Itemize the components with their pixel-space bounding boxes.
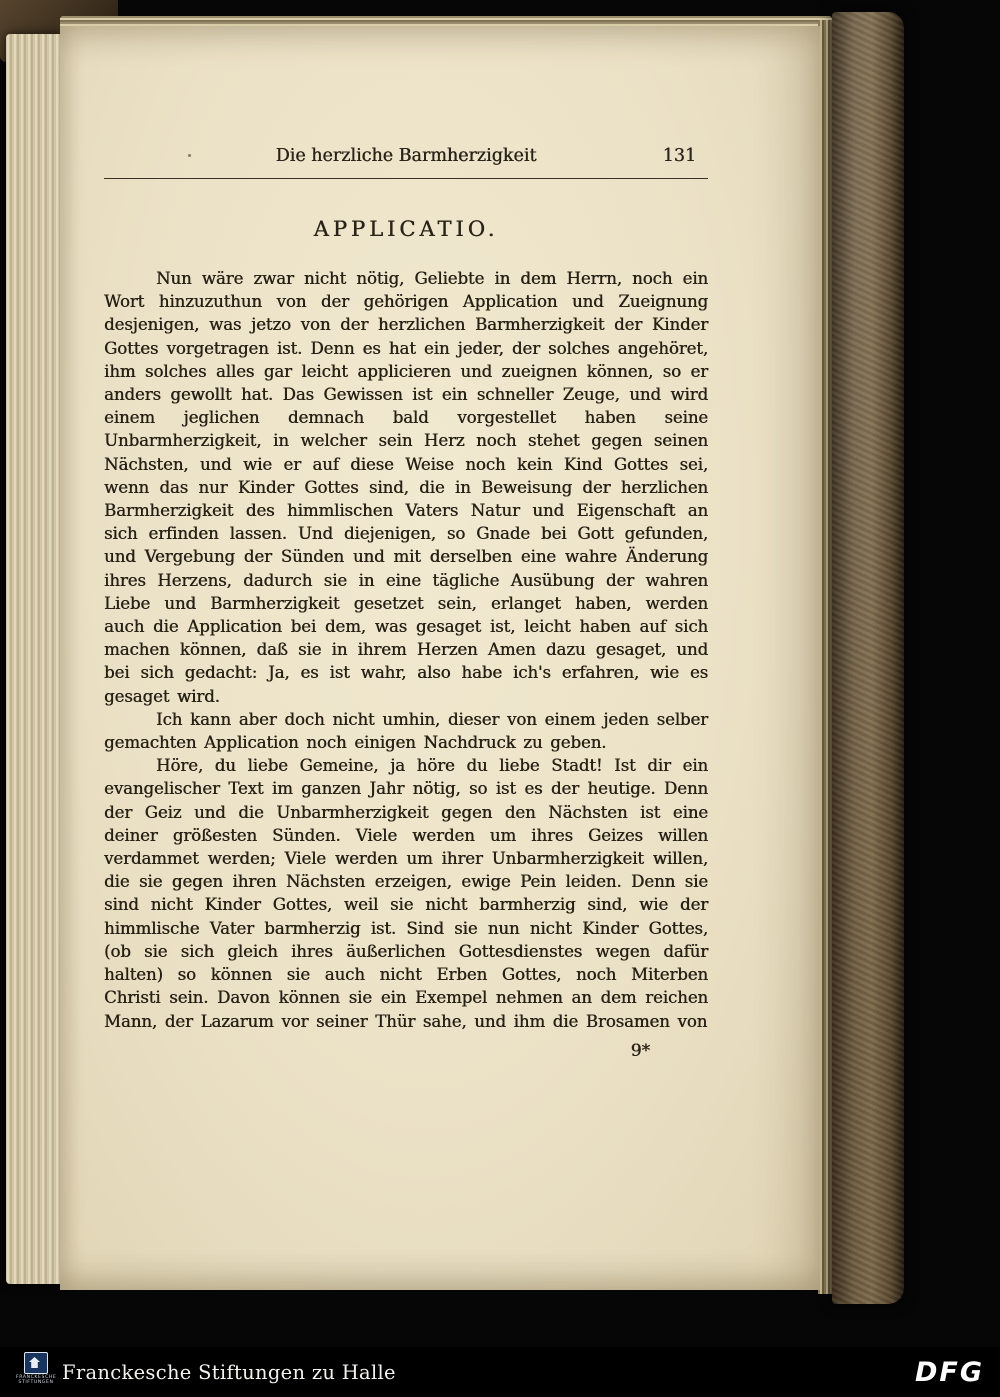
page-number: 131 <box>662 146 696 166</box>
body-paragraph: Höre, du liebe Gemeine, ja höre du liebe Stadt! Ist dir ein evangelischer Text im ganzen Jahr nötig, so ist es der heutige. Denn der Geiz und die Unbarmherzigkeit gegen den Nächsten ist eine deiner größesten Sünden. Viele werden um ihres Geizes willen verdammet werden; Viele werden um ihrer Unbarmherzigkeit willen, die sie gegen ihren Nächsten erzeigen, ewige Pein leiden. Denn sie sind nicht Kinder Gottes, weil sie nicht barmherzig sind, wie der himmlische Vater barmherzig ist. Sind sie nun nicht Kinder Gottes, (ob sie sich gleich ihres äußerlichen Gottesdienstes wegen dafür halten) so können sie auch nicht Erben Gottes, noch Miterben Christi sein. Davon können sie ein Exempel nehmen an dem reichen Mann, der Lazarum vor seiner Thür sahe, und ihm die Brosamen von <box>104 756 708 1031</box>
franckesche-stiftungen-logo <box>16 1350 56 1394</box>
franckesche-stiftungen-emblem-icon <box>24 1352 48 1374</box>
page-edges-left <box>6 34 62 1284</box>
running-header-title: Die herzliche Barmherzigkeit <box>275 146 537 166</box>
text-block <box>104 26 708 1061</box>
dfg-logo: DFG <box>914 1356 984 1388</box>
body-paragraph: Nun wäre zwar nicht nötig, Geliebte in dem Herrn, noch ein Wort hinzuzuthun von der gehörigen Application und Zueignung desjenigen, was jetzo von der herzlichen Barmherzigkeit der Kinder Gottes vorgetragen ist. Denn es hat ein jeder, der solches angehöret, ihm solches alles gar leicht applicieren und zueignen können, so er anders gewollt hat. Das Gewissen ist ein schneller Zeuge, und wird einem jeglichen demnach bald vorgestellet haben seine Unbarmherzigkeit, in welcher sein Herz noch stehet gegen seinen Nächsten, und wie er auf diese Weise noch kein Kind Gottes sei, wenn das nur Kinder Gottes sind, die in Beweisung der herzlichen Barmherzigkeit des himmlischen Vaters Natur und Eigenschaft an sich erfinden lassen. Und diejenigen, so Gnade bei Gott gefunden, und Vergebung der Sünden und mit derselben eine wahre Änderung ihres Herzens, dadurch sie in eine tägliche Ausübung der wahren Liebe und Barmherzigkeit gesetzet sein, erlanget haben, werden auch die Application bei dem, was gesaget ist, leicht haben auf sich machen können, daß sie in ihrem Herzen Amen dazu gesaget, und bei sich gedacht: Ja, es ist wahr, also habe ich's erfahren, wie es gesaget wird. <box>104 269 708 706</box>
body-paragraph: Ich kann aber doch nicht umhin, dieser von einem jeden selber gemachten Application noch einigen Nachdruck zu geben. <box>104 709 708 753</box>
running-header <box>104 146 708 172</box>
section-title: APPLICATIO. <box>313 217 499 241</box>
franckesche-logo-text-line1: FRANCKESCHE <box>16 1375 57 1380</box>
franckesche-logo-text-line2: STIFTUNGEN <box>18 1380 54 1386</box>
institution-name: Franckesche Stiftungen zu Halle <box>62 1360 396 1384</box>
book-page <box>60 26 820 1290</box>
book-cover-right <box>832 12 904 1304</box>
signature-mark: 9* <box>630 1040 650 1061</box>
header-rule <box>104 178 708 179</box>
footer-bar <box>0 1347 1000 1397</box>
body-text <box>104 267 708 1033</box>
